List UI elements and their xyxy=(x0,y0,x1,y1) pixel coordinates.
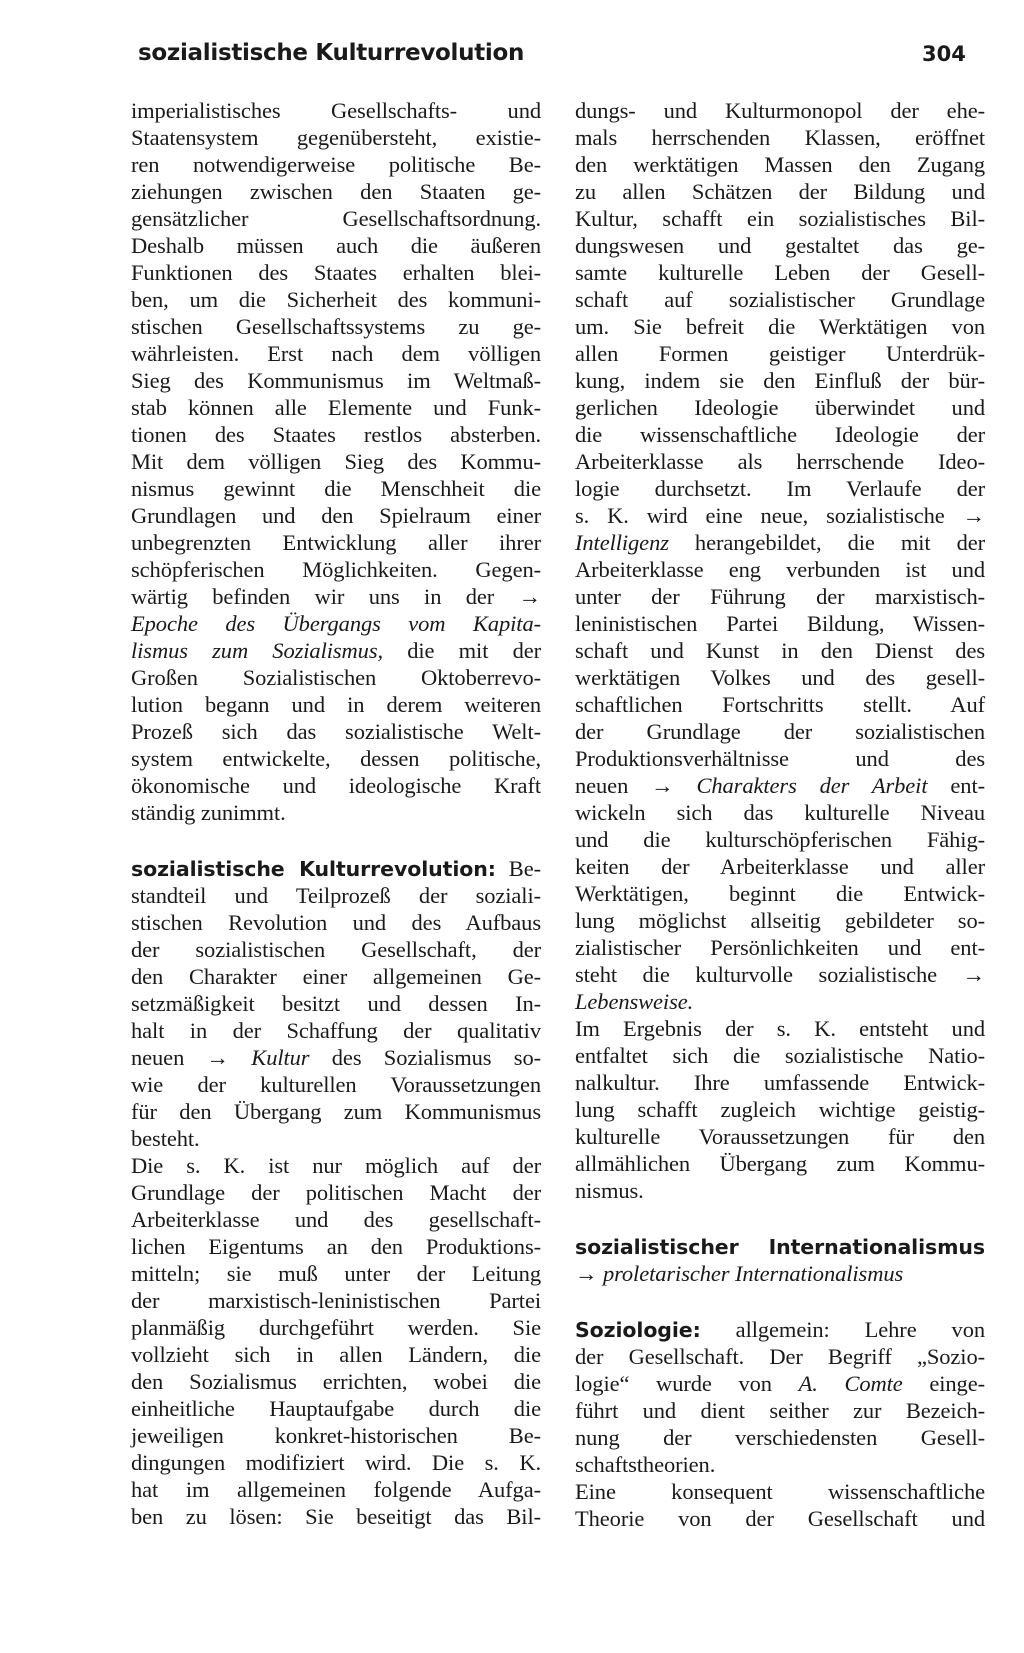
text-line xyxy=(575,907,985,934)
text-line xyxy=(131,855,541,882)
text-line xyxy=(131,205,541,232)
cross-reference: Charakters der Arbeit xyxy=(696,773,928,798)
line-text: gensätzlicher Gesellschaftsordnung. xyxy=(131,206,541,231)
text-line xyxy=(131,610,541,637)
line-text: wickeln sich das kulturelle Niveau xyxy=(575,800,985,825)
line-text: samte kulturelle Leben der Gesell- xyxy=(575,260,985,285)
line-text: wärtig befinden wir uns in der → xyxy=(131,584,541,609)
line-text: die mit der xyxy=(383,638,541,663)
line-text: nismus gewinnt die Menschheit die xyxy=(131,476,541,501)
text-line xyxy=(575,1343,985,1370)
text-line xyxy=(575,124,985,151)
text-line xyxy=(131,936,541,963)
line-text: den werktätigen Massen den Zugang xyxy=(575,152,985,177)
text-line xyxy=(575,1096,985,1123)
line-text: dungswesen und gestaltet das ge- xyxy=(575,233,985,258)
text-line xyxy=(131,1449,541,1476)
text-line xyxy=(575,988,985,1015)
line-text: ben, um die Sicherheit des kommuni- xyxy=(131,287,541,312)
text-line xyxy=(575,637,985,664)
text-line xyxy=(575,1397,985,1424)
line-text: zu allen Schätzen der Bildung und xyxy=(575,179,985,204)
line-text: schaftstheorien. xyxy=(575,1452,716,1477)
line-text: stischen Gesellschaftssystems zu ge- xyxy=(131,314,541,339)
line-text: allmählichen Übergang zum Kommu- xyxy=(575,1151,985,1176)
text-line xyxy=(575,1316,985,1343)
text-line xyxy=(131,1044,541,1071)
line-text: setzmäßigkeit besitzt und dessen In- xyxy=(131,991,541,1016)
text-line xyxy=(131,1476,541,1503)
cross-reference: Intelligenz xyxy=(575,530,669,555)
text-line xyxy=(131,691,541,718)
cross-reference: proletarischer Internationalismus xyxy=(602,1261,904,1286)
text-line xyxy=(131,718,541,745)
line-text: Die s. K. ist nur möglich auf der xyxy=(131,1153,541,1178)
text-line xyxy=(131,340,541,367)
line-text: Theorie von der Gesellschaft und xyxy=(575,1506,985,1531)
text-line xyxy=(575,1451,985,1478)
text-line xyxy=(575,205,985,232)
text-line xyxy=(131,421,541,448)
text-line xyxy=(131,556,541,583)
line-text: schaft auf sozialistischer Grundlage xyxy=(575,287,985,312)
line-text: werktätigen Volkes und des gesell- xyxy=(575,665,985,690)
text-line xyxy=(575,502,985,529)
text-line xyxy=(131,124,541,151)
text-line xyxy=(131,367,541,394)
line-text: Staatensystem gegenübersteht, existie- xyxy=(131,125,541,150)
text-line xyxy=(575,583,985,610)
text-line xyxy=(131,1503,541,1530)
text-line xyxy=(131,1098,541,1125)
line-text: die wissenschaftliche Ideologie der xyxy=(575,422,985,447)
line-text: leninistischen Partei Bildung, Wissen- xyxy=(575,611,985,636)
text-line xyxy=(131,909,541,936)
text-line xyxy=(131,882,541,909)
line-text: standteil und Teilprozeß der soziali- xyxy=(131,883,541,908)
line-text: Im Ergebnis der s. K. entsteht und xyxy=(575,1016,985,1041)
line-text: ben zu lösen: Sie beseitigt das Bil- xyxy=(131,1504,541,1529)
text-line xyxy=(575,610,985,637)
text-line xyxy=(131,1152,541,1179)
text-line xyxy=(575,934,985,961)
cross-reference: Kultur xyxy=(251,1045,310,1070)
line-text: system entwickelte, dessen politische, xyxy=(131,746,541,771)
line-text: schaftlichen Fortschritts stellt. Auf xyxy=(575,692,985,717)
line-text: den Sozialismus errichten, wobei die xyxy=(131,1369,541,1394)
text-column-right xyxy=(575,97,985,1532)
text-line xyxy=(131,1206,541,1233)
text-line xyxy=(575,475,985,502)
line-text: imperialistisches Gesellschafts- und xyxy=(131,98,541,123)
line-text: vollzieht sich in allen Ländern, die xyxy=(131,1342,541,1367)
text-line xyxy=(131,1395,541,1422)
line-text: tionen des Staates restlos absterben. xyxy=(131,422,541,447)
text-line xyxy=(575,1505,985,1532)
text-line xyxy=(575,1478,985,1505)
text-line xyxy=(575,340,985,367)
line-text: für den Übergang zum Kommunismus xyxy=(131,1099,541,1124)
line-text: zialistischer Persönlichkeiten und ent- xyxy=(575,935,985,960)
line-text: dungs- und Kulturmonopol der ehe- xyxy=(575,98,985,123)
line-text: ökonomische und ideologische Kraft xyxy=(131,773,541,798)
text-line xyxy=(575,664,985,691)
line-text: ent- xyxy=(927,773,985,798)
text-line xyxy=(131,1233,541,1260)
line-text: lung möglichst allseitig gebildeter so- xyxy=(575,908,985,933)
line-text: ständig zunimmt. xyxy=(131,800,286,825)
text-line xyxy=(131,313,541,340)
line-text: Großen Sozialistischen Oktoberrevo- xyxy=(131,665,541,690)
text-line xyxy=(131,1260,541,1287)
line-text: neuen → xyxy=(131,1045,252,1070)
line-text: unter der Führung der marxistisch- xyxy=(575,584,985,609)
line-text: Funktionen des Staates erhalten blei- xyxy=(131,260,541,285)
entry-headword: sozialistische Kulturrevolution: xyxy=(131,857,496,881)
line-text: hat im allgemeinen folgende Aufga- xyxy=(131,1477,541,1502)
line-text: führt und dient seither zur Bezeich- xyxy=(575,1398,985,1423)
line-text: halt in der Schaffung der qualitativ xyxy=(131,1018,541,1043)
running-header-title: sozialistische Kulturrevolution xyxy=(138,40,525,66)
text-line xyxy=(575,853,985,880)
line-text: Grundlagen und den Spielraum einer xyxy=(131,503,541,528)
line-text: Werktätigen, beginnt die Entwick- xyxy=(575,881,985,906)
text-line xyxy=(131,394,541,421)
entry-headword: Soziologie: xyxy=(575,1318,701,1342)
line-text: Grundlage der politischen Macht der xyxy=(131,1180,541,1205)
line-text: jeweiligen konkret-historischen Be- xyxy=(131,1423,541,1448)
section-gap xyxy=(575,1287,985,1316)
line-text: logie“ wurde von xyxy=(575,1371,799,1396)
page-number: 304 xyxy=(922,42,966,66)
line-text: Sieg des Kommunismus im Weltmaß- xyxy=(131,368,541,393)
line-text: Be- xyxy=(495,856,541,881)
text-line xyxy=(575,232,985,259)
text-line xyxy=(131,448,541,475)
line-text: stab können alle Elemente und Funk- xyxy=(131,395,541,420)
line-text: währleisten. Erst nach dem völligen xyxy=(131,341,541,366)
line-text: planmäßig durchgeführt werden. Sie xyxy=(131,1315,541,1340)
text-line xyxy=(131,745,541,772)
line-text: Arbeiterklasse als herrschende Ideo- xyxy=(575,449,985,474)
line-text: Arbeiterklasse und des gesellschaft- xyxy=(131,1207,541,1232)
line-text: logie durchsetzt. Im Verlaufe der xyxy=(575,476,985,501)
line-text: besteht. xyxy=(131,1126,200,1151)
line-text: den Charakter einer allgemeinen Ge- xyxy=(131,964,541,989)
text-line xyxy=(575,556,985,583)
line-text: keiten der Arbeiterklasse und aller xyxy=(575,854,985,879)
line-text: Deshalb müssen auch die äußeren xyxy=(131,233,541,258)
line-text: nalkultur. Ihre umfassende Entwick- xyxy=(575,1070,985,1095)
line-text: Arbeiterklasse eng verbunden ist und xyxy=(575,557,985,582)
text-line xyxy=(131,1017,541,1044)
text-line xyxy=(575,313,985,340)
text-line xyxy=(575,259,985,286)
text-line xyxy=(575,880,985,907)
text-line xyxy=(131,232,541,259)
text-line xyxy=(575,826,985,853)
line-text: s. K. wird eine neue, sozialistische → xyxy=(575,503,985,528)
line-text: einge- xyxy=(902,1371,985,1396)
line-text: lung schafft zugleich wichtige geistig- xyxy=(575,1097,985,1122)
line-text: allgemein: Lehre von xyxy=(700,1317,985,1342)
text-line xyxy=(575,745,985,772)
text-line xyxy=(131,664,541,691)
cross-reference: A. Comte xyxy=(798,1371,903,1396)
text-line xyxy=(575,1150,985,1177)
line-text: Prozeß sich das sozialistische Welt- xyxy=(131,719,541,744)
line-text: lichen Eigentums an den Produktions- xyxy=(131,1234,541,1259)
text-line xyxy=(131,1314,541,1341)
text-line xyxy=(131,475,541,502)
line-text: → xyxy=(575,1261,603,1286)
text-line xyxy=(575,178,985,205)
text-line xyxy=(575,97,985,124)
text-line xyxy=(575,1260,985,1287)
line-text: Eine konsequent wissenschaftliche xyxy=(575,1479,985,1504)
line-text: Mit dem völligen Sieg des Kommu- xyxy=(131,449,541,474)
line-text: des Sozialismus so- xyxy=(309,1045,541,1070)
text-line xyxy=(131,637,541,664)
line-text: Produktionsverhältnisse und des xyxy=(575,746,985,771)
text-line xyxy=(131,799,541,826)
line-text: allen Formen geistiger Unterdrük- xyxy=(575,341,985,366)
cross-reference: Epoche des Übergangs vom Kapita- xyxy=(131,611,541,636)
text-line xyxy=(131,1287,541,1314)
text-line xyxy=(575,961,985,988)
text-line xyxy=(575,1177,985,1204)
text-line xyxy=(575,1424,985,1451)
text-line xyxy=(131,97,541,124)
text-line xyxy=(575,1069,985,1096)
line-text: Kultur, schafft ein sozialistisches Bil- xyxy=(575,206,985,231)
cross-reference: lismus zum Sozialismus, xyxy=(131,638,384,663)
text-line xyxy=(575,529,985,556)
text-line xyxy=(131,1125,541,1152)
line-text: der sozialistischen Gesellschaft, der xyxy=(131,937,541,962)
section-gap xyxy=(575,1204,985,1233)
text-line xyxy=(131,502,541,529)
text-line xyxy=(575,421,985,448)
line-text: lution begann und in derem weiteren xyxy=(131,692,541,717)
line-text: der Grundlage der sozialistischen xyxy=(575,719,985,744)
line-text: gerlichen Ideologie überwindet und xyxy=(575,395,985,420)
text-line xyxy=(575,718,985,745)
text-line xyxy=(575,1233,985,1260)
line-text: der marxistisch-leninistischen Partei xyxy=(131,1288,541,1313)
line-text: schöpferischen Möglichkeiten. Gegen- xyxy=(131,557,541,582)
text-line xyxy=(575,286,985,313)
text-line xyxy=(131,1071,541,1098)
line-text: neuen → xyxy=(575,773,697,798)
text-line xyxy=(131,1341,541,1368)
line-text: der Gesellschaft. Der Begriff „Sozio- xyxy=(575,1344,985,1369)
line-text: nismus. xyxy=(575,1178,644,1203)
text-line xyxy=(131,1179,541,1206)
text-line xyxy=(131,583,541,610)
text-line xyxy=(131,1368,541,1395)
text-line xyxy=(131,286,541,313)
line-text: herangebildet, die mit der xyxy=(668,530,985,555)
line-text: und die kulturschöpferischen Fähig- xyxy=(575,827,985,852)
line-text: mitteln; sie muß unter der Leitung xyxy=(131,1261,541,1286)
line-text: schaft und Kunst in den Dienst des xyxy=(575,638,985,663)
text-line xyxy=(131,259,541,286)
line-text: dingungen modifiziert wird. Die s. K. xyxy=(131,1450,541,1475)
line-text: stischen Revolution und des Aufbaus xyxy=(131,910,541,935)
text-line xyxy=(575,448,985,475)
line-text: wie der kulturellen Voraussetzungen xyxy=(131,1072,541,1097)
line-text: entfaltet sich die sozialistische Natio- xyxy=(575,1043,985,1068)
text-line xyxy=(575,151,985,178)
cross-reference: Lebensweise. xyxy=(575,989,694,1014)
line-text: kung, indem sie den Einfluß der bür- xyxy=(575,368,985,393)
text-line xyxy=(575,394,985,421)
text-line xyxy=(131,963,541,990)
line-text: einheitliche Hauptaufgabe durch die xyxy=(131,1396,541,1421)
text-column-left xyxy=(131,97,541,1530)
text-line xyxy=(575,691,985,718)
line-text: steht die kulturvolle sozialistische → xyxy=(575,962,985,987)
line-text: kulturelle Voraussetzungen für den xyxy=(575,1124,985,1149)
line-text: unbegrenzten Entwicklung aller ihrer xyxy=(131,530,541,555)
line-text: ren notwendigerweise politische Be- xyxy=(131,152,541,177)
line-text: nung der verschiedensten Gesell- xyxy=(575,1425,985,1450)
text-line xyxy=(131,178,541,205)
text-line xyxy=(575,1123,985,1150)
text-line xyxy=(131,772,541,799)
text-line xyxy=(575,367,985,394)
text-line xyxy=(131,151,541,178)
line-text: ziehungen zwischen den Staaten ge- xyxy=(131,179,541,204)
entry-headword: sozialistischer Internationalismus xyxy=(575,1235,985,1259)
text-line xyxy=(575,1370,985,1397)
section-gap xyxy=(131,826,541,855)
text-line xyxy=(131,1422,541,1449)
text-line xyxy=(575,1015,985,1042)
text-line xyxy=(575,1042,985,1069)
text-line xyxy=(131,529,541,556)
text-line xyxy=(575,772,985,799)
line-text: um. Sie befreit die Werktätigen von xyxy=(575,314,985,339)
line-text: mals herrschenden Klassen, eröffnet xyxy=(575,125,985,150)
text-line xyxy=(131,990,541,1017)
text-line xyxy=(575,799,985,826)
